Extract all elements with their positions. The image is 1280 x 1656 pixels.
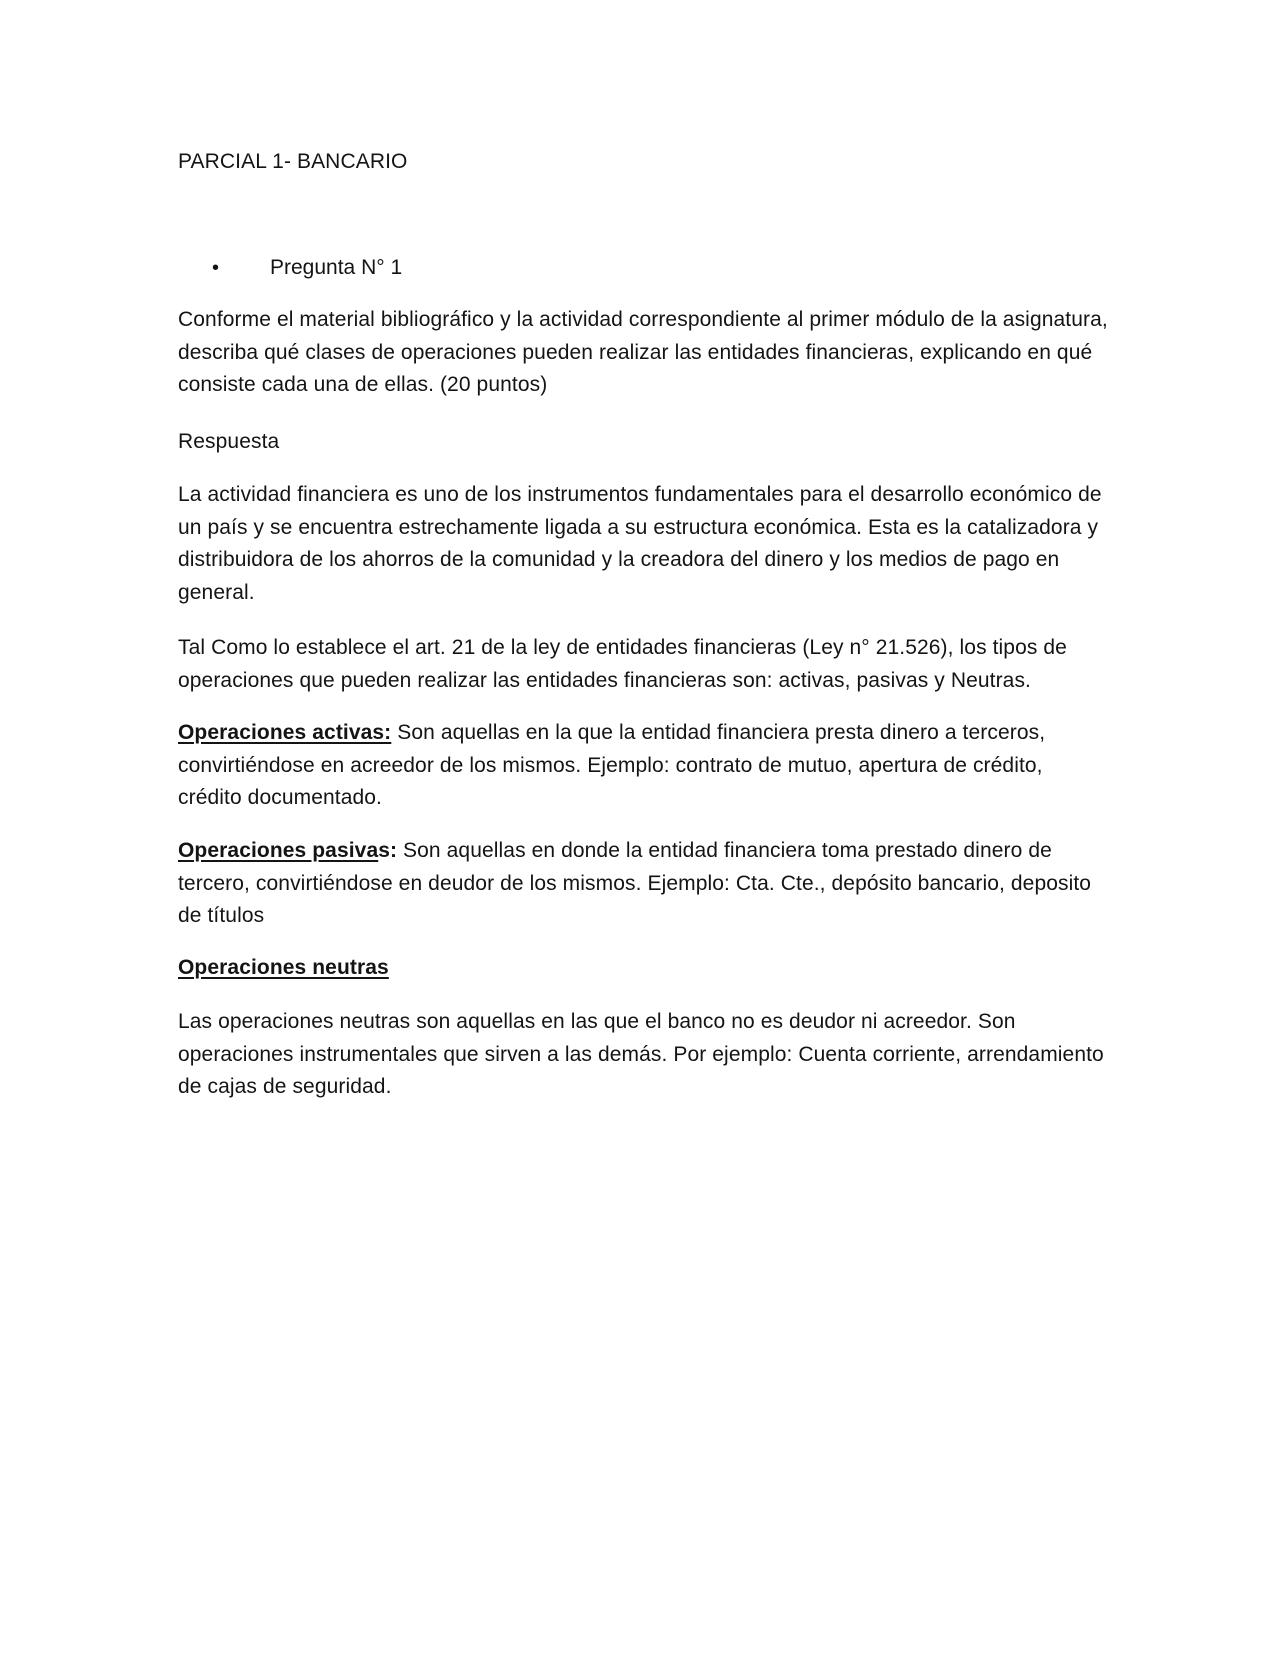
neutras-heading: Operaciones neutras [178, 956, 389, 979]
body-paragraph-1: La actividad financiera es uno de los instrumentos fundamentales para el desarrollo económico de un país y se encuentra estrechamente ligada a su estructura económica. Esta es la catalizadora y distribuidora de los ahorros de la comunidad y la creadora del dinero y los medios de pago en general. [178, 483, 1102, 604]
neutras-heading-paragraph [178, 952, 1108, 985]
answer-label: Respuesta [178, 430, 280, 453]
pasivas-heading-suffix: s: [378, 839, 398, 862]
body-paragraph-2: Tal Como lo establece el art. 21 de la ley de entidades financieras (Ley n° 21.526), los tipos de operaciones que pueden realizar las entidades financieras son: activas, pasivas y Neutras. [178, 636, 1067, 692]
neutras-paragraph: Las operaciones neutras son aquellas en las que el banco no es deudor ni acreedor. Son operaciones instrumentales que sirven a las demás. Por ejemplo: Cuenta corriente, arrendamiento de cajas de seguridad. [178, 1010, 1104, 1098]
bullet-icon: • [212, 257, 220, 279]
question-text: Conforme el material bibliográfico y la actividad correspondiente al primer módulo de la asignatura, describa qué clases de operaciones pueden realizar las entidades financieras, explicando en qué consiste cada una de ellas. (20 puntos) [178, 308, 1108, 396]
pasivas-paragraph [178, 835, 1108, 933]
pasivas-heading: Operaciones pasiva [178, 839, 379, 862]
activas-text: Son aquellas en la que la entidad financiera presta dinero a terceros, convirtiéndose en acreedor de los mismos. Ejemplo: contrato de mutuo, apertura de crédito, crédito documentado. [178, 721, 1046, 809]
question-number: Pregunta N° 1 [270, 256, 403, 279]
pasivas-text: Son aquellas en donde la entidad financiera toma prestado dinero de tercero, convirtiéndose en deudor de los mismos. Ejemplo: Cta. Cte., depósito bancario, deposito de títulos [178, 839, 1092, 927]
bullet-list-item [212, 252, 402, 285]
activas-heading: Operaciones activas: [178, 721, 392, 744]
activas-paragraph [178, 717, 1108, 815]
document-title: PARCIAL 1- BANCARIO [178, 150, 408, 173]
